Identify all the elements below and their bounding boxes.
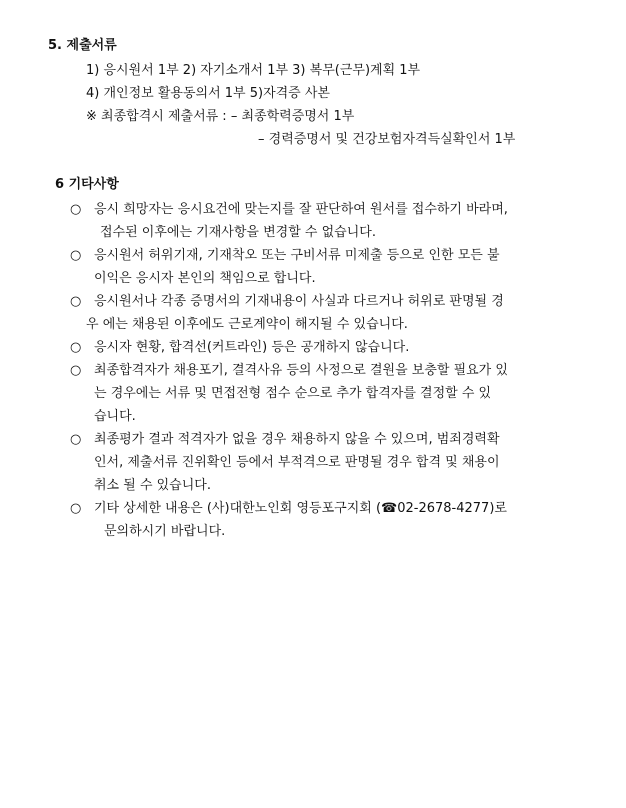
documents-line-2: 4) 개인정보 활용동의서 1부 5)자격증 사본 [86, 86, 330, 101]
section-5-heading: 5. 제출서류 [48, 38, 117, 53]
notice-item-3 [70, 293, 504, 311]
notice-item-7-line-2: 문의하시기 바랍니다. [104, 524, 226, 539]
notice-item-1-line-2: 접수된 이후에는 기재사항을 변경할 수 없습니다. [100, 225, 376, 240]
circle-bullet-icon: ○ [70, 294, 82, 309]
circle-bullet-icon: ○ [70, 340, 82, 355]
notice-item-6-line-2: 인서, 제출서류 진위확인 등에서 부적격으로 판명될 경우 합격 및 채용이 [94, 455, 500, 470]
circle-bullet-icon: ○ [70, 501, 82, 516]
final-pass-documents-line-2: – 경력증명서 및 건강보험자격득실확인서 1부 [258, 132, 516, 147]
notice-item-2-line-2: 이익은 응시자 본인의 책임으로 합니다. [94, 271, 316, 286]
notice-item-6-line-1: 최종평가 결과 적격자가 없을 경우 채용하지 않을 수 있으며, 범죄경력확 [94, 432, 500, 447]
section-6-heading: 6 기타사항 [55, 177, 119, 192]
circle-bullet-icon: ○ [70, 202, 82, 217]
notice-item-6 [70, 431, 500, 449]
notice-item-5-line-1: 최종합격자가 채용포기, 결격사유 등의 사정으로 결원을 보충할 필요가 있 [94, 363, 508, 378]
notice-item-4 [70, 339, 409, 357]
circle-bullet-icon: ○ [70, 432, 82, 447]
notice-item-5-line-3: 습니다. [94, 409, 136, 424]
notice-item-2-line-1: 응시원서 허위기재, 기재착오 또는 구비서류 미제출 등으로 인한 모든 불 [94, 248, 500, 263]
notice-item-7 [70, 500, 507, 518]
documents-line-1: 1) 응시원서 1부 2) 자기소개서 1부 3) 복무(근무)계획 1부 [86, 63, 421, 78]
notice-item-1-line-1: 응시 희망자는 응시요건에 맞는지를 잘 판단하여 원서를 접수하기 바라며, [94, 202, 508, 217]
notice-item-7-line-1: 기타 상세한 내용은 (사)대한노인회 영등포구지회 (☎02-2678-4277)로 [94, 501, 507, 516]
notice-item-6-line-3: 취소 될 수 있습니다. [94, 478, 211, 493]
circle-bullet-icon: ○ [70, 248, 82, 263]
notice-item-3-line-2: 우 에는 채용된 이후에도 근로계약이 해지될 수 있습니다. [86, 317, 408, 332]
final-pass-documents-line-1: ※ 최종합격시 제출서류 : – 최종학력증명서 1부 [86, 109, 355, 124]
notice-item-5-line-2: 는 경우에는 서류 및 면접전형 점수 순으로 추가 합격자를 결정할 수 있 [94, 386, 492, 401]
notice-item-5 [70, 362, 508, 380]
notice-item-2 [70, 247, 500, 265]
notice-item-1 [70, 201, 508, 219]
notice-item-3-line-1: 응시원서나 각종 증명서의 기재내용이 사실과 다르거나 허위로 판명될 경 [94, 294, 504, 309]
circle-bullet-icon: ○ [70, 363, 82, 378]
notice-item-4-line-1: 응시자 현황, 합격선(커트라인) 등은 공개하지 않습니다. [94, 340, 410, 355]
